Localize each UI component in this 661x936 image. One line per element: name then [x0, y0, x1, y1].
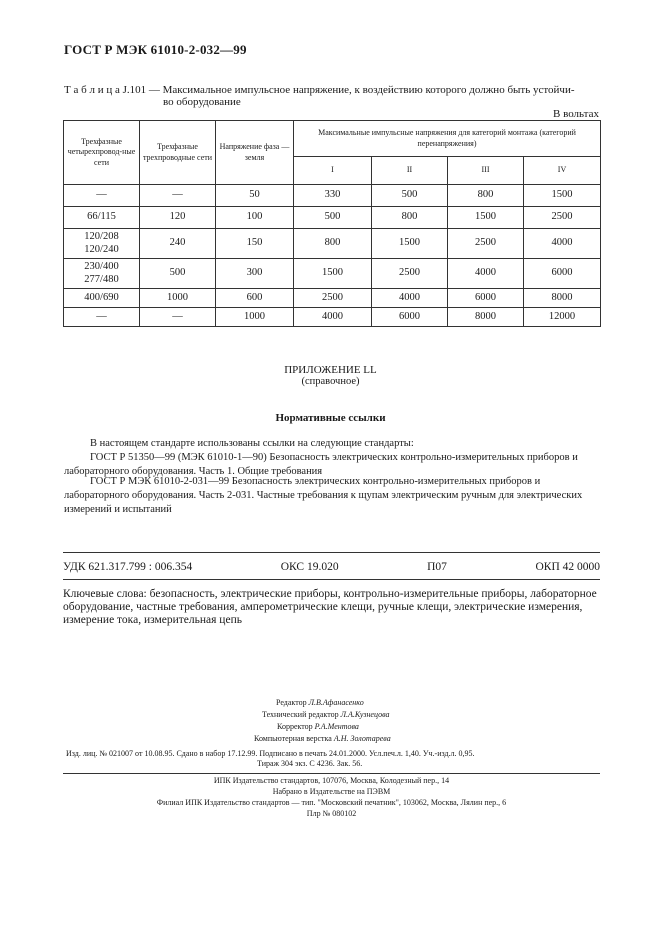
appendix-title: ПРИЛОЖЕНИЕ LL [284, 364, 377, 376]
table-cell: — [140, 185, 216, 207]
imprint-line: Изд. лиц. № 021007 от 10.08.95. Сдано в набор 17.12.99. Подписано в печать 24.01.2000. Усл.печ.л. 1,40. Уч.-изд.л. 0,95. [66, 749, 475, 758]
table-cell: — [140, 308, 216, 327]
references-intro: В настоящем стандарте использованы ссылки на следующие стандарты: [90, 438, 414, 449]
table-cell: 800 [372, 207, 448, 229]
table-cell: 66/115 [64, 207, 140, 229]
table-cell: 50 [216, 185, 294, 207]
publisher-line: Филиал ИПК Издательство стандартов — тип. "Московский печатник", 103062, Москва, Лялин пер., 6 [156, 798, 507, 807]
header-phase-earth: Напряжение фаза — земля [216, 121, 294, 185]
table-row [64, 229, 601, 259]
staff-proofreader: Корректор Р.А.Ментова [277, 722, 359, 731]
table-cell: 2500 [448, 229, 524, 259]
table-cell: 2500 [294, 289, 372, 308]
header-cat-iii: III [448, 157, 524, 185]
table-cell: — [64, 185, 140, 207]
table-cell: 4000 [524, 229, 601, 259]
oks-code: ОКС 19.020 [280, 561, 339, 573]
voltage-table [63, 120, 601, 327]
header-four-wire: Трехфазные четырехпровод-ные сети [64, 121, 140, 185]
table-cell: 6000 [524, 259, 601, 289]
table-cell: 1000 [140, 289, 216, 308]
publisher-line: Набрано в Издательстве на ПЭВМ [272, 787, 391, 796]
publisher-line: ИПК Издательство стандартов, 107076, Москва, Колодезный пер., 14 [213, 776, 450, 785]
staff-editor: Редактор Л.В.Афанасенко [276, 698, 364, 707]
table-cell: 230/400 277/480 [64, 259, 140, 289]
table-cell: 1500 [448, 207, 524, 229]
divider [63, 773, 600, 774]
table-row [64, 185, 601, 207]
table-cell: 120 [140, 207, 216, 229]
divider [63, 552, 600, 553]
table-cell: 500 [372, 185, 448, 207]
table-cell: 6000 [448, 289, 524, 308]
table-cell: 8000 [448, 308, 524, 327]
table-cell: 300 [216, 259, 294, 289]
table-cell: 330 [294, 185, 372, 207]
table-cell: 500 [140, 259, 216, 289]
keywords: Ключевые слова: безопасность, электрические приборы, контрольно-измерительные приборы, лабораторное оборудование, частные требования, амперометрические клещи, ручные клещи, электрические измерения, измерение тока, измерительная цепь [63, 588, 597, 626]
publisher-line: Плр № 080102 [306, 809, 357, 818]
table-cell: 2500 [372, 259, 448, 289]
table-caption-continued: во оборудование [163, 96, 241, 108]
okp-code: ОКП 42 0000 [535, 561, 600, 573]
header-cat-i: I [294, 157, 372, 185]
header-three-wire: Трехфазные трехпроводные сети [140, 121, 216, 185]
table-cell: 120/208 120/240 [64, 229, 140, 259]
staff-tech-editor: Технический редактор Л.А.Кузнецова [262, 710, 390, 719]
divider [63, 579, 600, 580]
table-cell: 1500 [294, 259, 372, 289]
table-cell: 8000 [524, 289, 601, 308]
table-cell: 12000 [524, 308, 601, 327]
table-cell: 1000 [216, 308, 294, 327]
imprint-line: Тираж 304 экз. С 4236. Зак. 56. [257, 759, 363, 768]
header-impulse-group: Максимальные импульсные напряжения для категорий монтажа (категорий перенапряжения) [294, 121, 601, 157]
references-title: Нормативные ссылки [275, 412, 386, 424]
table-cell: 800 [294, 229, 372, 259]
table-cell: 1500 [524, 185, 601, 207]
table-cell: 2500 [524, 207, 601, 229]
header-cat-ii: II [372, 157, 448, 185]
table-cell: 100 [216, 207, 294, 229]
table-cell: 240 [140, 229, 216, 259]
classification-line [63, 561, 600, 573]
page-header-standard: ГОСТ Р МЭК 61010-2-032—99 [64, 42, 247, 57]
table-cell: 4000 [448, 259, 524, 289]
table-cell: 500 [294, 207, 372, 229]
table-cell: 1500 [372, 229, 448, 259]
table-cell: 600 [216, 289, 294, 308]
table-cell: — [64, 308, 140, 327]
udk-code: УДК 621.317.799 : 006.354 [63, 561, 193, 573]
table-row [64, 308, 601, 327]
table-units: В вольтах [553, 108, 599, 120]
table-row [64, 259, 601, 289]
reference-item: ГОСТ Р МЭК 61010-2-031—99 Безопасность электрических контрольно-измерительных приборов и лабораторного оборудования. Часть 2-031. Частные требования к щупам электрическим ручным для электрических измерений и испытаний [64, 476, 583, 515]
table-caption: Т а б л и ц а J.101 — Максимальное импульсное напряжение, к воздействию которого должно быть устойчи- [64, 84, 575, 96]
table-cell: 4000 [294, 308, 372, 327]
table-cell: 400/690 [64, 289, 140, 308]
staff-layout: Компьютерная верстка А.Н. Золотарева [254, 734, 391, 743]
table-cell: 150 [216, 229, 294, 259]
table-cell: 6000 [372, 308, 448, 327]
p-code: П07 [427, 561, 447, 573]
appendix-subtitle: (справочное) [301, 376, 360, 387]
table-row [64, 289, 601, 308]
header-cat-iv: IV [524, 157, 601, 185]
reference-item: ГОСТ Р 51350—99 (МЭК 61010-1—90) Безопасность электрических контрольно-измерительных приборов и лабораторного оборудования. Часть 1. Общие требования [64, 452, 578, 477]
table-row [64, 207, 601, 229]
table-cell: 4000 [372, 289, 448, 308]
table-cell: 800 [448, 185, 524, 207]
